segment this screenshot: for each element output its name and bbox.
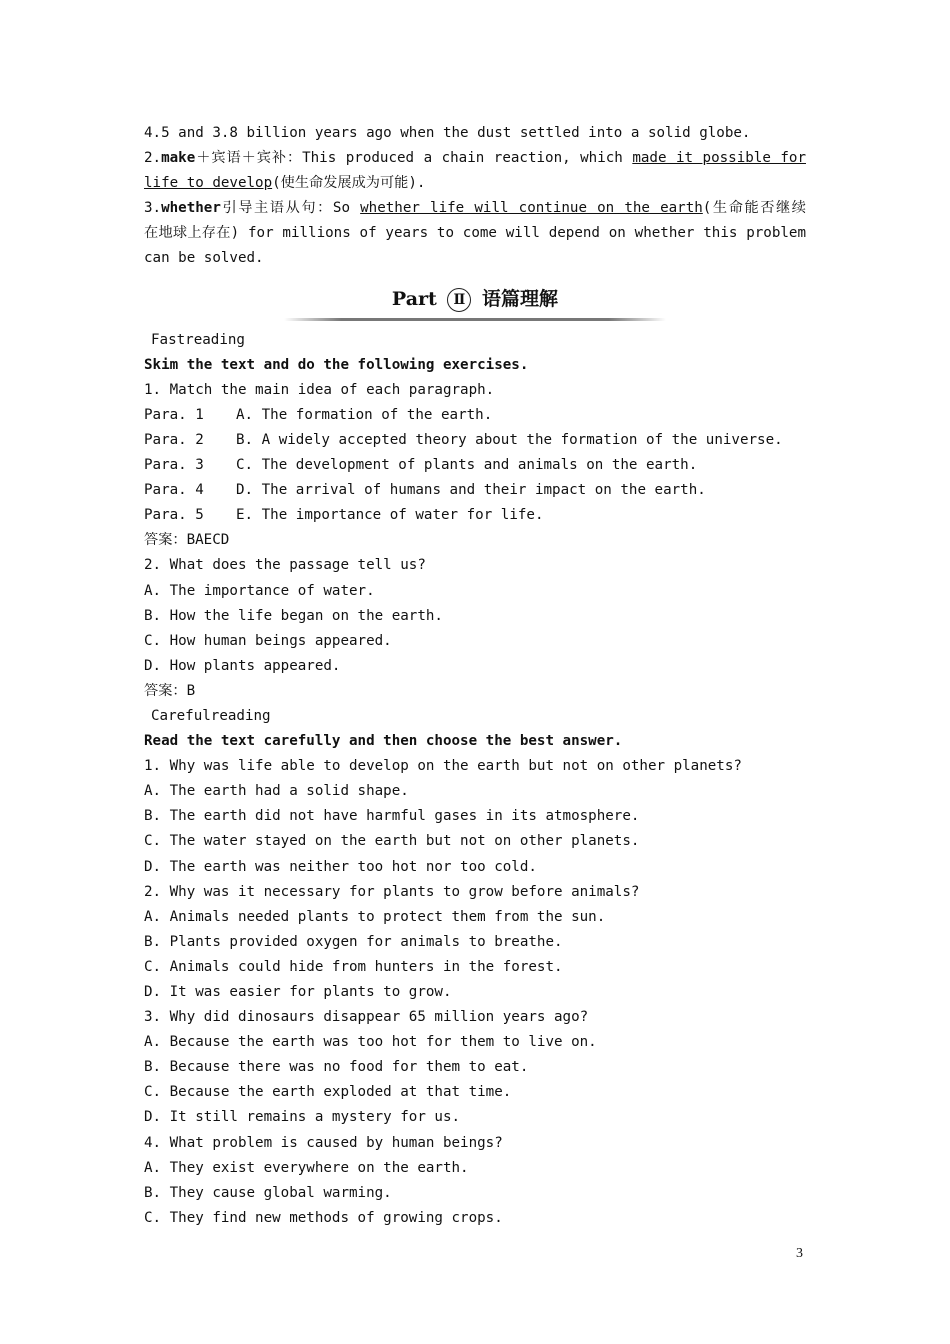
option-line: B. The earth did not have harmful gases in its atmosphere. [144, 808, 640, 825]
option-line: C. They find new methods of growing crops. [144, 1209, 503, 1226]
para-idea: B. A widely accepted theory about the formation of the universe. [236, 431, 783, 448]
intro-line-3 [144, 171, 806, 196]
underlined-phrase: made it possible for [632, 150, 806, 167]
point-number: 2. [144, 150, 162, 167]
intro-line-5: 在地球上存在) for millions of years to come will depend on whether this problem [144, 225, 806, 242]
para-number: Para. 2 [144, 431, 204, 448]
part-heading [144, 272, 806, 328]
careful-reading-instruction: Read the text carefully and then choose the best answer. [144, 733, 623, 750]
option-line: A. The earth had a solid shape. [144, 783, 409, 800]
part-numeral-badge: Ⅱ [447, 288, 471, 312]
intro-line-4 [144, 196, 806, 221]
para-idea: E. The importance of water for life. [236, 507, 544, 524]
underlined-phrase: whether life will continue on the earth [360, 200, 703, 217]
point-text: (使生命发展成为可能). [272, 175, 426, 192]
question-line: 1. Why was life able to develop on the earth but not on other planets? [144, 758, 742, 775]
para-match-row [144, 478, 806, 503]
point-number: 3. [144, 200, 162, 217]
option-line: B. How the life began on the earth. [144, 607, 443, 624]
question-line: 3. Why did dinosaurs disappear 65 million years ago? [144, 1009, 589, 1026]
option-line: A. They exist everywhere on the earth. [144, 1159, 469, 1176]
option-line: D. How plants appeared. [144, 657, 341, 674]
option-line: A. Because the earth was too hot for them to live on. [144, 1034, 597, 1051]
para-idea: D. The arrival of humans and their impact on the earth. [236, 482, 706, 499]
intro-line-1: 4.5 and 3.8 billion years ago when the dust settled into a solid globe. [144, 125, 751, 141]
keyword-whether: whether [161, 200, 221, 217]
intro-line-2 [144, 146, 806, 171]
careful-reading-heading: Carefulreading [151, 707, 271, 724]
option-line: D. The earth was neither too hot nor too cold. [144, 858, 537, 875]
option-line: C. Because the earth exploded at that time. [144, 1084, 512, 1101]
option-line: C. How human beings appeared. [144, 632, 392, 649]
answer-line: 答案：BAECD [144, 532, 230, 549]
para-number: Para. 1 [144, 406, 204, 423]
page-content [144, 121, 806, 1231]
option-line: A. Animals needed plants to protect them from the sun. [144, 908, 606, 925]
fast-reading-instruction: Skim the text and do the following exercises. [144, 356, 529, 373]
option-line: B. They cause global warming. [144, 1184, 392, 1201]
point-text: 引导主语从句：So [220, 200, 361, 217]
part-word: Part [391, 287, 437, 310]
para-number: Para. 4 [144, 482, 204, 499]
para-idea: C. The development of plants and animals on the earth. [236, 457, 698, 474]
fast-q1: 1. Match the main idea of each paragraph. [144, 381, 495, 398]
fast-q2: 2. What does the passage tell us? [144, 557, 426, 574]
answer-line: 答案：B [144, 682, 196, 699]
para-idea: A. The formation of the earth. [236, 406, 493, 423]
underlined-phrase: life to develop [144, 175, 273, 192]
point-text: ＋宾语＋宾补：This produced a chain reaction, which [195, 150, 633, 167]
para-number: Para. 5 [144, 507, 204, 524]
para-match-row [144, 503, 806, 528]
page-number: 3 [796, 1246, 803, 1261]
keyword-make: make [161, 150, 196, 167]
option-line: D. It was easier for plants to grow. [144, 984, 452, 1000]
para-match-row [144, 403, 806, 428]
question-line: 2. Why was it necessary for plants to grow before animals? [144, 883, 640, 900]
fast-reading-heading: Fastreading [151, 331, 245, 348]
option-line: B. Plants provided oxygen for animals to breathe. [144, 933, 563, 950]
option-line: C. Animals could hide from hunters in the forest. [144, 958, 563, 975]
point-text: (生命能否继续 [702, 200, 806, 217]
option-line: B. Because there was no food for them to eat. [144, 1059, 529, 1076]
option-line: D. It still remains a mystery for us. [144, 1109, 461, 1126]
part-title-text: 语篇理解 [482, 287, 559, 310]
para-match-row [144, 428, 806, 453]
intro-line-6: can be solved. [144, 250, 264, 267]
question-line: 4. What problem is caused by human beings? [144, 1134, 503, 1151]
para-match-row [144, 453, 806, 478]
para-number: Para. 3 [144, 457, 204, 474]
option-line: C. The water stayed on the earth but not on other planets. [144, 833, 640, 850]
option-line: A. The importance of water. [144, 582, 375, 599]
heading-rule [284, 318, 666, 321]
